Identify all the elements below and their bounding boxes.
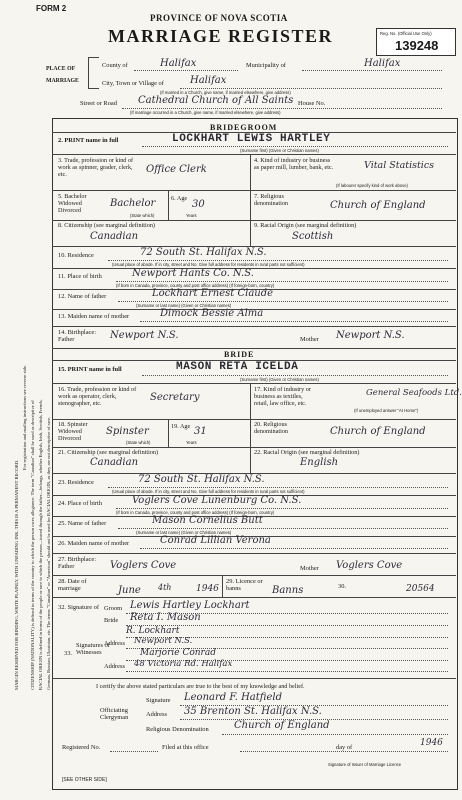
rule-b9	[52, 575, 456, 576]
bride-kind-note: (If unemployed answer "At Home")	[354, 408, 419, 413]
see-other-side: [SEE OTHER SIDE]	[62, 777, 107, 783]
registered-label: Registered No.	[62, 744, 101, 751]
rule-b1	[52, 383, 456, 384]
vrule-g8	[250, 220, 251, 246]
place-of-marriage-label: PLACE OF MARRIAGE	[46, 66, 79, 84]
clergy-signature: Leonard F. Hatfield	[184, 692, 282, 703]
witness2-signature: Marjorie Conrad	[140, 648, 216, 658]
rule-g10	[52, 348, 456, 349]
groom-age-note: Years	[186, 213, 197, 218]
groom-trade: Office Clerk	[146, 164, 207, 175]
form-title: MARRIAGE REGISTER	[108, 26, 334, 46]
vrule-b8	[250, 447, 251, 473]
sidebar-german-def: German, Russian, Ukrainian, etc. The terms "Canadian" or "American" should not be used for RACIAL ORIGIN, as they are not descriptive of race.	[46, 416, 51, 690]
bride-heading: BRIDE	[224, 350, 255, 359]
groom-name: LOCKHART LEWIS HARTLEY	[172, 133, 331, 145]
city-value: Halifax	[190, 75, 227, 86]
bride-kind-label: 17. Kind of industry or business as textiles, retail, law office, etc.	[254, 386, 311, 407]
groom-father-note: (Surname or last name) (Given or Christian names)	[136, 303, 232, 308]
denomination: Church of England	[234, 720, 330, 731]
groom-mother: Dimock Bessie Alma	[160, 308, 264, 319]
bride-parents-bp-label: 27. Birthplace: Father	[58, 556, 96, 571]
municipality-line	[302, 70, 442, 71]
bride-mother-bp-label: Mother	[300, 565, 319, 572]
vrule-g6	[250, 190, 251, 220]
bride-residence: 72 South St. Halifax N.S.	[138, 474, 265, 485]
sig-label: 32. Signature of	[58, 604, 99, 611]
rule-g4	[52, 220, 456, 221]
date-month: June	[118, 585, 141, 596]
city-note: (If married in a Church, give name, if married elsewhere, give address)	[160, 90, 291, 95]
groom-signature: Lewis Hartley Lockhart	[130, 600, 250, 611]
city-label: City, Town or Village of	[102, 80, 164, 87]
groom-mother-bp-label: Mother	[300, 336, 319, 343]
rule-g3	[52, 190, 456, 191]
sidebar-citizenship-def: CITIZENSHIP (NATIONALITY) is defined in terms of the country to which the person owes allegiance. The term "Canadian" shall be used as descriptive of	[30, 400, 35, 690]
sidebar-mailing-note: For registration and mailing instructions see reverse side.	[22, 364, 27, 470]
bride-mother: Conrad Lillian Verona	[160, 535, 271, 546]
num30-label: 30.	[338, 583, 346, 590]
bride-status-label: 18. Spinster Widowed Divorced	[58, 421, 88, 442]
bride-age-note: Years	[186, 440, 197, 445]
num30-value: 20564	[406, 584, 435, 594]
groom-status-label: 5. Bachelor Widowed Divorced	[58, 193, 87, 214]
groom-name-label: 2. PRINT name in full	[58, 137, 119, 144]
bride-signature: Reta I. Mason	[130, 612, 201, 623]
groom-kind-label: 4. Kind of industry or business as paper mill, lumber, bank, etc.	[254, 157, 334, 171]
groom-mother-label: 13. Maiden name of mother	[58, 313, 130, 320]
reg-number-box	[376, 28, 456, 56]
w2-address-line	[126, 671, 448, 672]
groom-father: Lockhart Ernest Claude	[152, 288, 274, 299]
filed-label: Filed at this office	[162, 744, 209, 751]
clergy-sig-label: Signature	[146, 697, 171, 704]
bride-status-note: (State which)	[126, 440, 151, 445]
vrule-b5	[168, 419, 169, 447]
groom-racial: Scottish	[292, 231, 334, 242]
groom-kind: Vital Statistics	[364, 160, 435, 171]
w2-address-label: Address	[104, 663, 125, 670]
officiating-label: Officiating Clergyman	[100, 707, 129, 722]
sidebar-racial-def: RACIAL ORIGIN is defined in terms of the people or race to which the person—traced through the father—belongs, whether English, Irish, Scottish, French,	[38, 399, 43, 690]
vrule-b3	[250, 383, 251, 419]
bride-trade-label: 16. Trade, profession or kind of work as operator, clerk, stenographer, etc.	[58, 386, 137, 407]
clergy-address-label: Address	[146, 711, 167, 718]
date-label: 28. Date of marriage	[58, 578, 87, 593]
vrule-g5	[168, 190, 169, 220]
bride-father-note: (Surname or last name) (Given or Christian names)	[136, 530, 232, 535]
groom-birthplace-label: 11. Place of birth	[58, 273, 102, 280]
county-line	[134, 70, 238, 71]
clergy-address: 35 Brenton St. Halifax N.S.	[184, 706, 322, 717]
groom-status: Bachelor	[110, 198, 156, 209]
county-label: County of	[102, 62, 128, 69]
filed-year: 1946	[420, 738, 443, 748]
witness2-address: 48 Victoria Rd. Halifax	[134, 659, 233, 669]
groom-father-line	[118, 301, 448, 302]
groom-religion: Church of England	[330, 200, 426, 211]
bride-age: 31	[194, 426, 207, 437]
bride-sig-label: Bride	[104, 617, 119, 624]
groom-residence: 72 South St. Halifax N.S.	[140, 247, 267, 258]
groom-birthplace: Newport Hants Co. N.S.	[132, 268, 254, 279]
rule-b3	[52, 447, 456, 448]
groom-father-label: 12. Name of father	[58, 293, 107, 300]
licence-value: Banns	[272, 585, 304, 596]
groom-residence-line	[108, 260, 448, 261]
bride-kind: General Seafoods Ltd.	[366, 388, 462, 398]
rule-g9	[52, 326, 456, 327]
bride-birthplace: Voglers Cove Lunenburg Co. N.S.	[132, 495, 302, 506]
bride-mother-label: 26. Maiden name of mother	[58, 540, 130, 547]
bride-birthplace-note: (If born in Canada, province, county and post office address) (If foreign-born, country)	[116, 510, 275, 515]
groom-kind-note: (If labourer specify kind of work above)	[336, 183, 408, 188]
registered-line	[110, 751, 158, 752]
province-heading: PROVINCE OF NOVA SCOTIA	[150, 13, 288, 23]
rule-sig	[52, 678, 456, 679]
bride-name-label: 15. PRINT name in full	[58, 366, 122, 373]
rule-date	[52, 597, 456, 598]
city-line	[180, 88, 442, 89]
bride-father-line	[118, 528, 448, 529]
groom-residence-note: (Usual place of abode. If in city, street and No. Give full address for residents in rural parts not sufficient)	[112, 262, 305, 267]
groom-racial-label: 9. Racial Origin (see marginal definition)	[254, 222, 357, 229]
groom-trade-label: 3. Trade, profession or kind of work as spinner, grader, clerk, etc.	[58, 157, 134, 178]
bride-residence-note: (Usual place of abode. If in city, street and No. Give full address for residents in rural parts not sufficient)	[112, 489, 305, 494]
groom-father-bp: Newport N.S.	[110, 330, 179, 341]
bride-religion: Church of England	[330, 426, 426, 437]
bridegroom-heading: BRIDEGROOM	[210, 123, 278, 132]
reg-number: 139248	[395, 38, 439, 53]
groom-age: 30	[192, 199, 205, 210]
bride-residence-line	[108, 487, 448, 488]
w1-address-label: Address	[104, 640, 125, 647]
date-year: 1946	[196, 584, 219, 594]
reg-label: Reg. No. (Official Use Only)	[380, 31, 432, 36]
bride-mother-line	[140, 548, 448, 549]
bride-status: Spinster	[106, 426, 149, 437]
witness-num: 33.	[64, 650, 72, 657]
licence-label: 29. Licence or banns	[226, 578, 263, 593]
street-value: Cathedral Church of All Saints	[138, 95, 294, 106]
street-line	[122, 108, 442, 109]
street-note: (If marriage occurred in a Church, give name, if married elsewhere, give address)	[130, 110, 281, 115]
rule-b2	[52, 419, 456, 420]
groom-citizenship: Canadian	[90, 231, 139, 242]
groom-mother-line	[140, 321, 448, 322]
witness1-signature: R. Lockhart	[126, 626, 180, 636]
groom-birthplace-line	[116, 281, 448, 282]
groom-age-label: 6. Age	[171, 195, 188, 202]
bride-father-label: 25. Name of father	[58, 520, 107, 527]
groom-name-line	[142, 146, 448, 147]
bride-racial-label: 22. Racial Origin (see marginal definition)	[254, 449, 360, 456]
denomination-label: Religious Denomination	[146, 726, 209, 733]
bride-name-line	[142, 375, 448, 376]
bride-citizenship: Canadian	[90, 457, 139, 468]
vrule-b6	[250, 419, 251, 447]
bride-citizenship-label: 21. Citizenship (see marginal definition)	[58, 449, 159, 456]
house-label: House No.	[298, 100, 326, 107]
bride-racial: English	[300, 457, 339, 468]
bride-father-bp: Voglers Cove	[110, 560, 177, 571]
bride-name: MASON RETA ICELDA	[176, 361, 299, 373]
bride-mother-bp: Voglers Cove	[336, 560, 403, 571]
rule-g2	[52, 154, 456, 155]
bride-trade: Secretary	[150, 392, 200, 403]
municipality-value: Halifax	[364, 58, 401, 69]
certify-statement: I certify the above stated particulars are true to the best of my knowledge and belief.	[96, 683, 305, 690]
bride-age-label: 19. Age	[171, 423, 191, 430]
groom-citizenship-label: 8. Citizenship (see marginal definition)	[58, 222, 155, 229]
witness-label: Signatures of Witnesses	[76, 642, 110, 657]
issuer-note: Signature of Issuer of Marriage Licence	[328, 762, 402, 767]
filed-line	[240, 751, 448, 752]
groom-status-note: (State which)	[130, 213, 155, 218]
groom-religion-label: 7. Religious denomination	[254, 193, 289, 207]
bride-residence-label: 23. Residence	[58, 479, 94, 486]
day-of-label: day of	[336, 744, 353, 751]
form-number: FORM 2	[36, 4, 67, 13]
groom-sig-label: Groom	[104, 605, 123, 612]
bride-father: Mason Cornelius Butt	[152, 515, 263, 526]
rule-g6	[52, 268, 456, 269]
sidebar-margin-note: MARGIN RESERVED FOR BINDING. WRITE PLAINLY, WITH UNFADING INK. THIS IS A PERMANENT RECORD.	[14, 459, 19, 690]
place-bracket	[88, 57, 99, 89]
municipality-label: Municipality of	[246, 62, 286, 69]
rule-b8	[52, 553, 456, 554]
street-label: Street or Road	[80, 100, 117, 107]
groom-residence-label: 10. Residence	[58, 252, 94, 259]
witness1-address: Newport N.S.	[134, 636, 193, 646]
vrule-date	[222, 575, 223, 597]
bride-religion-label: 20. Religious denomination	[254, 421, 289, 435]
bride-birthplace-line	[116, 508, 448, 509]
date-day: 4th	[158, 583, 172, 592]
bride-name-note: (Surname first) (Given or Christian names)	[240, 377, 319, 382]
county-value: Halifax	[160, 58, 197, 69]
groom-birthplace-note: (If born in Canada, province, county and post office address) (If foreign-born, country)	[116, 283, 275, 288]
groom-mother-bp: Newport N.S.	[336, 330, 405, 341]
groom-name-note: (Surname first) (Given or Christian names)	[240, 148, 319, 153]
bride-birthplace-label: 24. Place of birth	[58, 500, 103, 507]
groom-parents-bp-label: 14. Birthplace: Father	[58, 329, 96, 344]
denomination-line	[222, 734, 448, 735]
